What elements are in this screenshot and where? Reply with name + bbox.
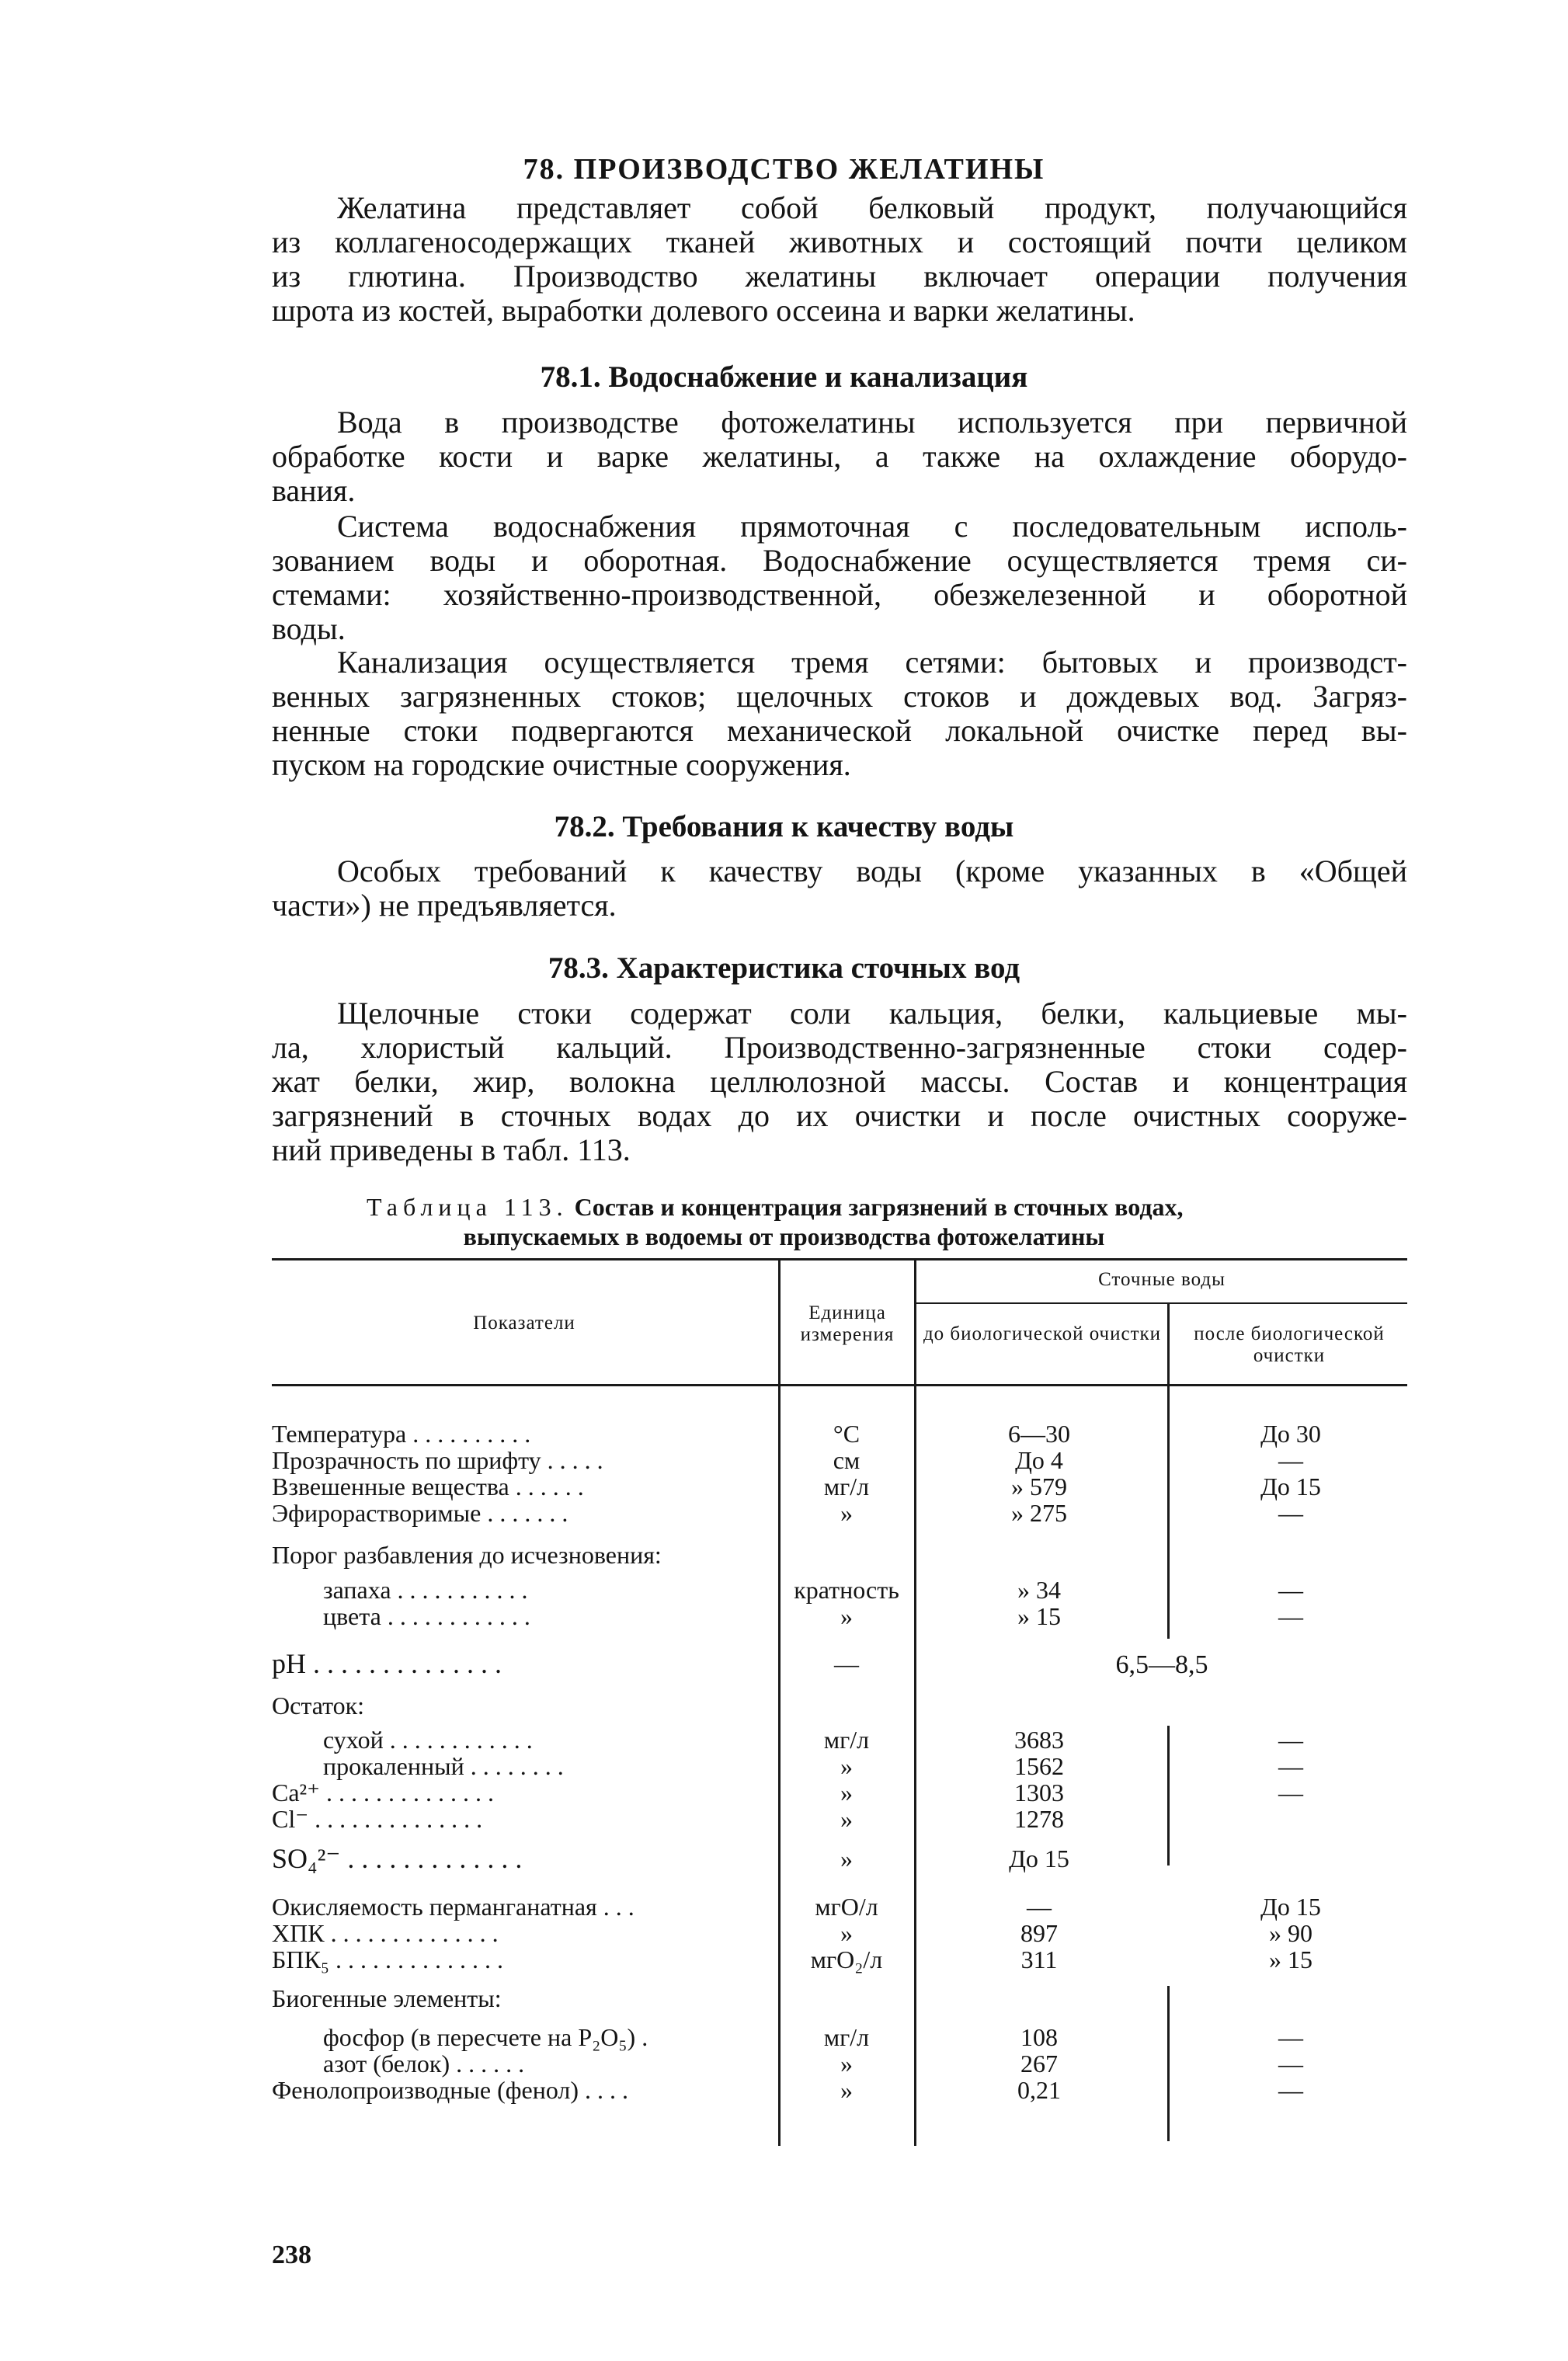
text-line: венных загрязненных стоков; щелочных стоков и дождевых вод. Загряз- [272, 679, 1407, 714]
row-unit: — [834, 1650, 859, 1678]
row-after: — [1278, 2023, 1303, 2051]
row-unit: » [840, 1805, 853, 1833]
row-label: pH . . . . . . . . . . . . . . [272, 1648, 502, 1679]
row-after: » 90 [1269, 1919, 1312, 1947]
row-label: Фенолопроизводные (фенол) . . . . [272, 2076, 629, 2104]
row-before: 1278 [1014, 1805, 1064, 1833]
row-before: » 15 [1017, 1602, 1061, 1630]
water-use-paragraph [272, 405, 1407, 508]
row-unit: » [840, 1845, 853, 1872]
text-line: Щелочные стоки содержат соли кальция, белки, кальциевые мы- [337, 996, 1407, 1031]
text-line: Желатина представляет собой белковый продукт, получающийся [337, 190, 1407, 225]
text-line: Система водоснабжения прямоточная с последовательным исполь- [337, 509, 1407, 544]
page-number: 238 [272, 2241, 311, 2269]
row-label: Cl⁻ . . . . . . . . . . . . . . [272, 1805, 483, 1833]
row-after: — [1278, 1752, 1303, 1780]
body-divider [914, 1385, 916, 2146]
row-before: 108 [1020, 2023, 1058, 2051]
row-unit: » [840, 1919, 853, 1947]
subsection-title-2: 78.2. Требования к качеству воды [554, 810, 1014, 843]
row-after: — [1278, 2050, 1303, 2078]
text-line: Канализация осуществляется тремя сетями: бытовых и производст- [337, 645, 1407, 680]
text-line: из глютина. Производство желатины включает операции получения [272, 259, 1407, 294]
table-caption-line-2: выпускаемых в водоемы от производства фотожелатины [463, 1222, 1105, 1250]
row-before: 1562 [1014, 1752, 1064, 1780]
row-label: SO₄²⁻ . . . . . . . . . . . . . [272, 1843, 523, 1874]
row-label: запаха . . . . . . . . . . . [323, 1576, 528, 1604]
row-label: Ca²⁺ . . . . . . . . . . . . . . [272, 1779, 495, 1806]
row-label: БПК₅ . . . . . . . . . . . . . . [272, 1945, 503, 1973]
text-line: стемами: хозяйственно-производственной, обезжелезенной и оборотной [272, 577, 1407, 612]
row-before: » 34 [1017, 1576, 1061, 1604]
row-before: 1303 [1014, 1779, 1064, 1806]
row-label: Биогенные элементы: [272, 1984, 502, 2012]
row-label: азот (белок) . . . . . . [323, 2050, 525, 2078]
sewerage-paragraph [272, 645, 1407, 782]
row-before: До 15 [1009, 1845, 1069, 1872]
text-line: ла, хлористый кальций. Производственно-загрязненные стоки содер- [272, 1030, 1407, 1065]
header-before-treatment: до биологической очистки [923, 1323, 1162, 1344]
text-line: Вода в производстве фотожелатины используется при первичной [337, 405, 1407, 440]
text-line: Особых требований к качеству воды (кроме указанных в «Общей [337, 854, 1407, 888]
subsection-title-1: 78.1. Водоснабжение и канализация [540, 360, 1028, 394]
header-wastewater: Сточные воды [1098, 1269, 1226, 1290]
water-supply-paragraph [272, 509, 1407, 646]
row-label: прокаленный . . . . . . . . [323, 1752, 564, 1780]
row-after: До 15 [1260, 1893, 1321, 1921]
body-divider [778, 1385, 781, 2146]
intro-paragraph [272, 191, 1407, 328]
row-unit: » [840, 2050, 853, 2078]
row-label: фосфор (в пересчете на P₂O₅) . [323, 2023, 648, 2051]
section-title: 78. ПРОИЗВОДСТВО ЖЕЛАТИНЫ [523, 153, 1045, 186]
text-line: ний приведены в табл. 113. [272, 1132, 631, 1167]
row-label: сухой . . . . . . . . . . . . [323, 1726, 533, 1754]
text-line: вания. [272, 473, 356, 508]
row-after: — [1278, 1779, 1303, 1806]
row-label: Взвешенные вещества . . . . . . [272, 1473, 584, 1500]
row-unit: мг/л [823, 2023, 870, 2051]
table-header-bottom-rule [272, 1384, 1407, 1386]
row-unit: » [840, 1779, 853, 1806]
subsection-title-3: 78.3. Характеристика сточных вод [548, 951, 1020, 985]
row-after: До 15 [1260, 1473, 1321, 1500]
body-divider [1167, 1986, 1170, 2141]
row-after: — [1278, 1602, 1303, 1630]
row-label: Эфирорастворимые . . . . . . . [272, 1499, 568, 1527]
row-label: цвета . . . . . . . . . . . . [323, 1602, 530, 1630]
header-divider [778, 1258, 781, 1385]
text-line: из коллагеносодержащих тканей животных и состоящий почти целиком [272, 224, 1407, 259]
row-after: — [1278, 1446, 1303, 1474]
header-indicators: Показатели [473, 1313, 575, 1333]
row-unit: °С [833, 1420, 860, 1448]
row-unit: » [840, 1602, 853, 1630]
row-before: 0,21 [1017, 2076, 1061, 2104]
table-caption-line: Состав и концентрация загрязнений в сточных водах, [574, 1193, 1184, 1221]
row-unit: » [840, 2076, 853, 2104]
row-before: 6—30 [1008, 1420, 1070, 1448]
row-before: » 579 [1011, 1473, 1067, 1500]
row-unit: » [840, 1499, 853, 1527]
body-divider [1167, 1726, 1170, 1866]
row-unit: » [840, 1752, 853, 1780]
row-before: 311 [1020, 1945, 1058, 1973]
row-after: — [1278, 2076, 1303, 2104]
row-after: — [1278, 1576, 1303, 1604]
row-unit: кратность [794, 1576, 899, 1604]
text-line: воды. [272, 611, 346, 646]
text-line: шрота из костей, выработки долевого оссеина и варки желатины. [272, 293, 1135, 328]
quality-paragraph [272, 854, 1407, 923]
row-before: 897 [1020, 1919, 1058, 1947]
row-unit: мгО/л [815, 1893, 878, 1921]
row-unit: см [833, 1446, 860, 1474]
body-divider [1167, 1385, 1170, 1639]
row-before: » 275 [1011, 1499, 1067, 1527]
row-unit: мг/л [823, 1726, 870, 1754]
row-before: 267 [1020, 2050, 1058, 2078]
header-unit: Единица измерения [800, 1302, 895, 1345]
text-line: ненные стоки подвергаются механической локальной очистке перед вы- [272, 713, 1407, 748]
row-label: Прозрачность по шрифту . . . . . [272, 1446, 603, 1474]
text-line: обработке кости и варке желатины, а также на охлаждение оборудо- [272, 439, 1407, 474]
row-unit: мг/л [823, 1473, 870, 1500]
row-before: 3683 [1014, 1726, 1064, 1754]
row-after: » 15 [1269, 1945, 1312, 1973]
text-line: части») не предъявляется. [272, 888, 617, 923]
row-after: — [1278, 1499, 1303, 1527]
row-after: До 30 [1260, 1420, 1321, 1448]
row-before: До 4 [1015, 1446, 1063, 1474]
row-unit: мгО₂/л [810, 1945, 883, 1973]
row-merged-value: 6,5—8,5 [1115, 1650, 1208, 1679]
text-line: загрязнений в сточных водах до их очистки и после очистных сооруже- [272, 1098, 1407, 1133]
row-label: Температура . . . . . . . . . . [272, 1420, 531, 1448]
header-after-treatment: после биологической очистки [1194, 1323, 1385, 1366]
text-line: жат белки, жир, волокна целлюлозной массы. Состав и концентрация [272, 1064, 1407, 1099]
row-label: Порог разбавления до исчезновения: [272, 1541, 662, 1569]
row-label: Остаток: [272, 1692, 365, 1719]
text-line: зованием воды и оборотная. Водоснабжение осуществляется тремя си- [272, 543, 1407, 578]
row-before: — [1027, 1893, 1052, 1921]
text-line: пуском на городские очистные сооружения. [272, 747, 851, 782]
row-label: Окисляемость перманганатная . . . [272, 1893, 635, 1921]
row-after: — [1278, 1726, 1303, 1754]
header-divider [1167, 1303, 1170, 1385]
table-top-rule [272, 1258, 1407, 1260]
table-caption-label: Таблица 113. [367, 1193, 568, 1221]
wastewater-header-rule [914, 1302, 1407, 1304]
row-label: ХПК . . . . . . . . . . . . . . [272, 1919, 499, 1947]
wastewater-paragraph [272, 996, 1407, 1167]
table-caption [367, 1193, 1184, 1222]
